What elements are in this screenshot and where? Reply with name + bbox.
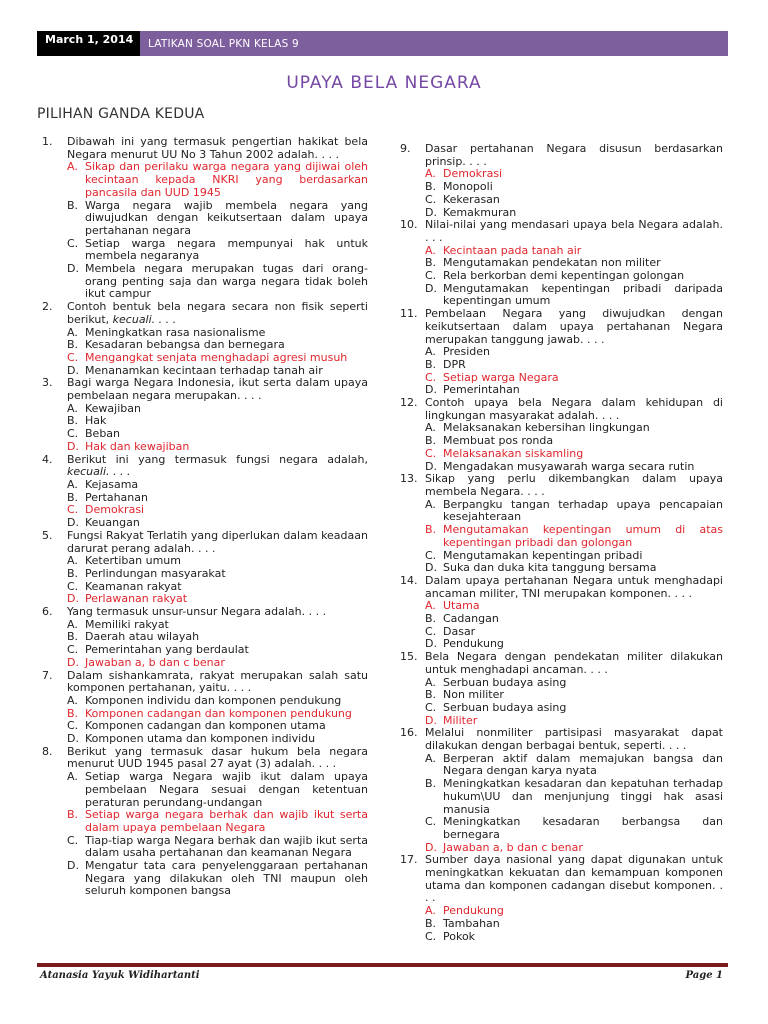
question-text xyxy=(67,377,368,402)
option-letter: D. xyxy=(425,840,437,854)
question-item xyxy=(42,301,368,377)
option-text: Mengutamakan kepentingan umum di atas kepentingan pribadi dan golongan xyxy=(443,523,723,549)
option-text: Memiliki rakyat xyxy=(85,617,169,631)
question-stem: Sumber daya nasional yang dapat digunakan untuk meningkatkan kekuatan dan kemampuan komponen utama dan komponen cadangan disebut komponen. . . . xyxy=(425,853,723,905)
option-letter: B. xyxy=(67,566,79,580)
option-letter: B. xyxy=(425,180,437,194)
option-text: Mengutamakan kepentingan pribadi daripada kepentingan umum xyxy=(443,281,723,308)
question-body xyxy=(425,397,723,473)
option-text: Tambahan xyxy=(443,916,500,930)
question-body xyxy=(425,854,723,943)
option-text: Mengatur tata cara penyelenggaraan pertahanan Negara yang dilakukan oleh TNI maupun oleh seluruh komponen bangsa xyxy=(85,859,368,898)
answer-option-correct xyxy=(67,809,368,834)
question-stem: Berikut yang termasuk dasar hukum bela negara menurut UUD 1945 pasal 27 ayat (3) adalah. . . . xyxy=(67,744,368,771)
question-stem: Yang termasuk unsur-unsur Negara adalah. . . . xyxy=(67,605,327,619)
option-letter: C. xyxy=(425,192,437,206)
option-letter: B. xyxy=(67,706,79,720)
option-text: Sikap dan perilaku warga negara yang dijiwai oleh kecintaan kepada NKRI yang berdasarkan pancasila dan UUD 1945 xyxy=(85,160,368,199)
question-column-left xyxy=(42,136,368,898)
option-letter: D. xyxy=(67,363,79,377)
question-stem: Nilai-nilai yang mendasari upaya bela Negara adalah. . . . xyxy=(425,218,723,244)
question-body xyxy=(67,670,368,746)
question-column-right xyxy=(400,143,723,943)
option-letter: A. xyxy=(67,325,78,339)
option-text: Berpangku tangan terhadap upaya pencapaian kesejahteraan xyxy=(443,497,723,524)
question-item xyxy=(400,473,723,575)
option-letter: B. xyxy=(67,630,79,644)
question-number: 11. xyxy=(400,307,418,321)
header-date: March 1, 2014 xyxy=(37,31,140,56)
question-exception-keyword: kecuali. . . . xyxy=(67,465,131,479)
question-stem: Berikut ini yang termasuk fungsi negara adalah, xyxy=(67,452,368,466)
option-text: Kecintaan pada tanah air xyxy=(443,243,582,257)
option-text: Kemakmuran xyxy=(443,205,517,219)
option-text: Presiden xyxy=(443,345,490,359)
option-text: Mengadakan musyawarah warga secara rutin xyxy=(443,459,695,473)
answer-option xyxy=(425,613,723,626)
option-letter: A. xyxy=(425,675,436,689)
question-text xyxy=(67,301,368,326)
answer-option xyxy=(67,860,368,898)
option-text: Dasar xyxy=(443,624,476,638)
question-item xyxy=(400,143,723,219)
option-text: Komponen utama dan komponen individu xyxy=(85,732,316,746)
question-text xyxy=(425,143,723,168)
question-text xyxy=(67,670,368,695)
option-letter: C. xyxy=(425,700,437,714)
header-course-title: LATIKAN SOAL PKN KELAS 9 xyxy=(140,31,728,56)
option-letter: C. xyxy=(425,815,437,829)
question-number: 10. xyxy=(400,218,418,232)
option-letter: B. xyxy=(67,198,79,212)
option-letter: D. xyxy=(67,262,79,276)
option-letter: C. xyxy=(425,269,437,283)
answer-option xyxy=(67,200,368,238)
question-number: 14. xyxy=(400,573,418,587)
answer-option xyxy=(425,753,723,778)
option-letter: C. xyxy=(67,236,79,250)
option-text: Setiap warga Negara xyxy=(443,370,559,384)
option-letter: A. xyxy=(425,599,436,613)
answer-option-correct xyxy=(425,448,723,461)
option-letter: D. xyxy=(67,732,79,746)
footer-page-number: Page 1 xyxy=(685,970,723,981)
option-letter: D. xyxy=(425,713,437,727)
option-text: Cadangan xyxy=(443,612,499,626)
question-body xyxy=(425,143,723,219)
question-number: 12. xyxy=(400,396,418,410)
question-item xyxy=(400,854,723,943)
option-letter: C. xyxy=(425,446,437,460)
answer-option xyxy=(67,835,368,860)
question-text xyxy=(67,454,368,479)
question-body xyxy=(67,530,368,606)
question-body xyxy=(67,377,368,453)
option-text: Kesadaran bebangsa dan bernegara xyxy=(85,338,285,352)
question-text xyxy=(425,727,723,752)
option-text: Melaksanakan kebersihan lingkungan xyxy=(443,421,650,435)
option-text: Jawaban a, b dan c benar xyxy=(85,655,225,669)
option-letter: A. xyxy=(67,617,78,631)
question-text xyxy=(67,606,368,619)
question-stem: Pembelaan Negara yang diwujudkan dengan keikutsertaan dalam upaya pertahanan Negara merupakan tanggung jawab. . . . xyxy=(425,307,723,346)
answer-option xyxy=(67,644,368,657)
option-text: Mengutamakan kepentingan pribadi xyxy=(443,548,643,562)
option-letter: A. xyxy=(425,167,436,181)
option-letter: A. xyxy=(67,770,78,784)
option-letter: B. xyxy=(425,256,437,270)
option-letter: A. xyxy=(67,401,78,415)
option-letter: C. xyxy=(425,624,437,638)
option-letter: B. xyxy=(425,357,437,371)
question-number: 13. xyxy=(400,472,418,486)
question-number: 9. xyxy=(400,142,411,155)
option-text: Setiap warga negara mempunyai hak untuk membela negaranya xyxy=(85,236,368,263)
option-text: Warga negara wajib membela negara yang diwujudkan dengan keikutsertaan dalam upaya pertahanan negara xyxy=(85,198,368,237)
option-text: Pokok xyxy=(443,929,476,943)
option-text: Berperan aktif dalam memajukan bangsa dan Negara dengan karya nyata xyxy=(443,751,723,778)
option-letter: C. xyxy=(67,833,79,847)
question-item xyxy=(42,670,368,746)
question-body xyxy=(67,301,368,377)
option-letter: C. xyxy=(67,579,79,593)
question-number: 3. xyxy=(42,376,53,390)
option-text: Komponen cadangan dan komponen pendukung xyxy=(85,706,352,720)
section-subtitle: PILIHAN GANDA KEDUA xyxy=(37,106,205,122)
question-item xyxy=(42,136,368,301)
question-body xyxy=(67,454,368,530)
answer-option xyxy=(425,359,723,372)
answer-option xyxy=(425,435,723,448)
option-letter: B. xyxy=(425,916,437,930)
question-body xyxy=(425,473,723,575)
question-number: 8. xyxy=(42,744,53,758)
question-text xyxy=(425,308,723,346)
question-stem: Dasar pertahanan Negara disusun berdasarkan prinsip. . . . xyxy=(425,142,723,168)
option-text: Keuangan xyxy=(85,516,140,530)
question-stem: Contoh bentuk bela negara secara non fisik seperti berikut, xyxy=(67,300,368,326)
answer-option xyxy=(425,346,723,359)
option-text: Serbuan budaya asing xyxy=(443,675,567,689)
question-body xyxy=(425,308,723,397)
option-text: Pertahanan xyxy=(85,490,148,504)
question-text xyxy=(425,473,723,498)
option-letter: B. xyxy=(67,490,79,504)
option-letter: B. xyxy=(425,523,437,537)
question-text xyxy=(67,530,368,555)
option-letter: D. xyxy=(425,637,437,651)
question-number: 1. xyxy=(42,135,53,148)
answer-option xyxy=(425,181,723,194)
option-text: Monopoli xyxy=(443,180,493,194)
question-number: 15. xyxy=(400,650,418,664)
question-item xyxy=(400,727,723,854)
option-letter: B. xyxy=(425,777,437,791)
option-letter: D. xyxy=(67,516,79,530)
question-body xyxy=(425,651,723,727)
question-text xyxy=(425,397,723,422)
question-body xyxy=(425,575,723,651)
question-text xyxy=(67,136,368,161)
question-text xyxy=(425,219,723,244)
answer-option xyxy=(425,270,723,283)
answer-option xyxy=(67,263,368,301)
option-letter: A. xyxy=(425,243,436,257)
option-text: Daerah atau wilayah xyxy=(85,630,200,644)
option-letter: C. xyxy=(425,370,437,384)
option-letter: C. xyxy=(67,427,79,441)
answer-option xyxy=(67,555,368,568)
option-letter: A. xyxy=(67,477,78,491)
question-stem: Bela Negara dengan pendekatan militer dilakukan untuk menghadapi ancaman. . . . xyxy=(425,650,723,676)
option-text: Jawaban a, b dan c benar xyxy=(443,840,583,854)
question-number: 7. xyxy=(42,668,53,682)
option-text: Serbuan budaya asing xyxy=(443,700,567,714)
option-text: Membela negara merupakan tugas dari orang-orang penting saja dan warga negara tidak boleh ikut campur xyxy=(85,262,368,301)
answer-option xyxy=(425,778,723,816)
answer-option-correct xyxy=(67,352,368,365)
option-text: Kewajiban xyxy=(85,401,141,415)
option-letter: D. xyxy=(425,459,437,473)
option-text: Mengangkat senjata menghadapi agresi musuh xyxy=(85,350,348,364)
question-exception-keyword: kecuali. . . . xyxy=(112,312,177,326)
answer-option xyxy=(67,403,368,416)
option-letter: A. xyxy=(425,751,436,765)
question-text xyxy=(67,746,368,771)
question-stem: Bagi warga Negara Indonesia, ikut serta dalam upaya pembelaan negara merupakan. . . . xyxy=(67,376,368,403)
footer-rule xyxy=(37,963,728,967)
question-number: 17. xyxy=(400,853,418,867)
answer-option xyxy=(67,695,368,708)
option-letter: A. xyxy=(425,421,436,435)
answer-option xyxy=(67,479,368,492)
question-text xyxy=(425,575,723,600)
option-letter: B. xyxy=(425,688,437,702)
option-letter: A. xyxy=(425,904,436,918)
option-text: Mengutamakan pendekatan non militer xyxy=(443,256,661,270)
answer-option xyxy=(425,702,723,715)
option-text: Tiap-tiap warga Negara berhak dan wajib ikut serta dalam usaha pertahanan dan keamanan Negara xyxy=(85,833,368,860)
option-text: Setiap warga Negara wajib ikut dalam upaya pembelaan Negara sesuai dengan ketentuan peraturan perundang-undangan xyxy=(85,770,368,809)
option-letter: D. xyxy=(67,655,79,669)
option-text: Perlawanan rakyat xyxy=(85,592,188,606)
answer-option-correct xyxy=(425,524,723,549)
page-title: UPAYA BELA NEGARA xyxy=(286,73,482,93)
option-letter: D. xyxy=(67,859,79,873)
option-letter: C. xyxy=(67,719,79,733)
option-text: Suka dan duka kita tanggung bersama xyxy=(443,561,657,575)
question-stem: Dalam sishankamrata, rakyat merupakan salah satu komponen pertahanan, yaitu. . . . xyxy=(67,668,368,695)
option-text: Beban xyxy=(85,427,121,441)
answer-option-correct xyxy=(425,905,723,918)
option-letter: B. xyxy=(425,612,437,626)
answer-option-correct xyxy=(67,161,368,199)
option-text: Setiap warga negara berhak dan wajib ikut serta dalam upaya pembelaan Negara xyxy=(85,808,368,834)
option-text: Pemerintahan xyxy=(443,383,520,397)
answer-option xyxy=(67,568,368,581)
question-stem: Dibawah ini yang termasuk pengertian hakikat bela Negara menurut UU No 3 Tahun 2002 adalah. . . . xyxy=(67,135,368,161)
question-number: 2. xyxy=(42,300,53,314)
question-item xyxy=(42,454,368,530)
option-text: Menanamkan kecintaan terhadap tanah air xyxy=(85,363,323,377)
question-stem: Melalui nonmiliter partisipasi masyarakat dapat dilakukan dengan berbagai bentuk, seperti. . . . xyxy=(425,726,723,753)
option-letter: B. xyxy=(67,414,79,428)
option-text: Demokrasi xyxy=(443,167,503,181)
question-body xyxy=(425,727,723,854)
option-letter: C. xyxy=(425,929,437,943)
option-text: Keamanan rakyat xyxy=(85,579,182,593)
option-text: Meningkatkan kesadaran berbangsa dan bernegara xyxy=(443,815,723,841)
option-text: Perlindungan masyarakat xyxy=(85,566,226,580)
question-item xyxy=(400,651,723,727)
option-text: Rela berkorban demi kepentingan golongan xyxy=(443,269,685,283)
question-item xyxy=(42,377,368,453)
option-letter: C. xyxy=(67,350,79,364)
option-letter: D. xyxy=(67,439,79,453)
answer-option xyxy=(425,283,723,308)
option-text: Kekerasan xyxy=(443,192,500,206)
option-letter: C. xyxy=(425,548,437,562)
question-stem: Fungsi Rakyat Terlatih yang diperlukan dalam keadaan darurat perang adalah. . . . xyxy=(67,528,368,555)
option-text: Hak xyxy=(85,414,107,428)
option-letter: D. xyxy=(425,383,437,397)
question-item xyxy=(42,606,368,670)
option-letter: A. xyxy=(425,345,436,359)
option-text: Membuat pos ronda xyxy=(443,434,554,448)
option-letter: A. xyxy=(67,693,78,707)
question-item xyxy=(400,575,723,651)
option-text: DPR xyxy=(443,357,466,371)
question-body xyxy=(67,606,368,670)
option-letter: B. xyxy=(67,808,79,822)
option-letter: A. xyxy=(67,554,78,568)
question-item xyxy=(400,397,723,473)
question-body xyxy=(67,136,368,301)
answer-option xyxy=(67,771,368,809)
answer-option xyxy=(67,428,368,441)
option-text: Kejasama xyxy=(85,477,139,491)
option-letter: D. xyxy=(425,561,437,575)
question-stem: Sikap yang perlu dikembangkan dalam upaya membela Negara. . . . xyxy=(425,472,723,498)
option-letter: C. xyxy=(67,503,79,517)
option-text: Ketertiban umum xyxy=(85,554,181,568)
question-item xyxy=(42,746,368,898)
question-stem: Contoh upaya bela Negara dalam kehidupan di lingkungan masyarakat adalah. . . . xyxy=(425,396,723,422)
option-letter: B. xyxy=(425,434,437,448)
option-text: Meningkatkan kesadaran dan kepatuhan terhadap hukum\UU dan menjunjung tinggi hak asasi manusia xyxy=(443,777,723,816)
option-text: Pendukung xyxy=(443,637,504,651)
option-text: Pendukung xyxy=(443,904,504,918)
question-body xyxy=(425,219,723,308)
option-letter: A. xyxy=(67,160,78,174)
option-text: Melaksanakan siskamling xyxy=(443,446,584,460)
question-item xyxy=(400,219,723,308)
option-letter: D. xyxy=(425,205,437,219)
option-letter: A. xyxy=(425,497,436,511)
question-text xyxy=(425,854,723,905)
question-item xyxy=(400,308,723,397)
question-number: 4. xyxy=(42,452,53,466)
option-text: Hak dan kewajiban xyxy=(85,439,190,453)
option-text: Komponen cadangan dan komponen utama xyxy=(85,719,326,733)
option-letter: B. xyxy=(67,338,79,352)
option-text: Komponen individu dan komponen pendukung xyxy=(85,693,342,707)
question-body xyxy=(67,746,368,898)
option-text: Meningkatkan rasa nasionalisme xyxy=(85,325,266,339)
footer-author: Atanasia Yayuk Widihartanti xyxy=(40,970,200,981)
question-stem: Dalam upaya pertahanan Negara untuk menghadapi ancaman militer, TNI merupakan komponen. . . . xyxy=(425,573,723,600)
option-text: Utama xyxy=(443,599,480,613)
answer-option xyxy=(67,238,368,263)
answer-option xyxy=(425,816,723,841)
option-text: Non militer xyxy=(443,688,504,702)
option-letter: D. xyxy=(67,592,79,606)
question-number: 6. xyxy=(42,605,53,619)
option-text: Demokrasi xyxy=(85,503,145,517)
answer-option xyxy=(425,918,723,931)
option-letter: C. xyxy=(67,643,79,657)
answer-option xyxy=(425,931,723,944)
question-item xyxy=(42,530,368,606)
question-number: 16. xyxy=(400,726,418,740)
answer-option xyxy=(425,499,723,524)
question-number: 5. xyxy=(42,528,53,542)
answer-option xyxy=(425,194,723,207)
option-text: Pemerintahan yang berdaulat xyxy=(85,643,249,657)
option-text: Militer xyxy=(443,713,478,727)
question-text xyxy=(425,651,723,676)
option-letter: D. xyxy=(425,281,437,295)
